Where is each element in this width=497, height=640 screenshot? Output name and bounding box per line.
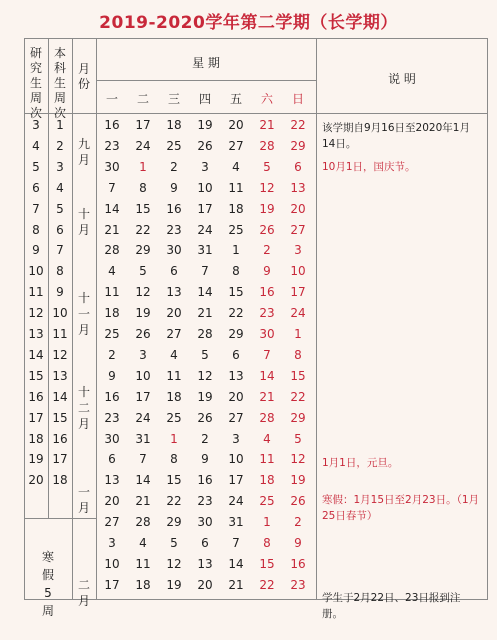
day-cell: 29 (166, 515, 182, 530)
day-cell: 23 (104, 138, 120, 153)
day-cell: 27 (290, 222, 306, 237)
day-cell: 1 (294, 327, 302, 341)
day-cell: 18 (104, 306, 120, 321)
day-cell: 7 (232, 536, 240, 550)
day-cell: 21 (228, 577, 244, 592)
day-cell: 2 (170, 159, 178, 174)
day-cell: 27 (228, 138, 244, 153)
day-cell: 17 (228, 473, 244, 488)
day-cell: 12 (197, 368, 213, 383)
grad-week-num: 17 (28, 410, 44, 425)
day-cell: 4 (263, 431, 271, 446)
note-registration: 学生于2月22日、23日报到注册。 (322, 592, 461, 620)
day-cell: 27 (166, 327, 182, 341)
day-cell: 13 (104, 473, 120, 488)
day-cell: 28 (104, 243, 120, 258)
day-cell: 15 (259, 556, 275, 571)
day-cell: 9 (201, 452, 209, 467)
day-cell: 11 (228, 180, 244, 195)
day-cell: 12 (290, 452, 306, 467)
grad-week-num: 10 (28, 264, 44, 279)
day-cell: 14 (259, 368, 275, 383)
day-cell: 13 (166, 285, 182, 300)
day-cell: 27 (104, 515, 120, 530)
day-cell: 22 (135, 222, 151, 237)
day-cell: 22 (290, 118, 306, 132)
day-cell: 7 (108, 180, 116, 195)
day-cell: 26 (197, 138, 213, 153)
day-cell: 28 (135, 515, 151, 530)
day-cell: 19 (259, 201, 275, 216)
day-cell: 29 (135, 243, 151, 258)
day-cell: 22 (259, 577, 275, 592)
day-cell: 23 (290, 577, 306, 592)
day-cell: 13 (197, 556, 213, 571)
day-cell: 6 (232, 347, 240, 362)
day-cell: 18 (166, 118, 182, 132)
day-cell: 14 (135, 473, 151, 488)
day-cell: 10 (135, 368, 151, 383)
undergrad-week-num: 11 (52, 327, 68, 341)
grad-week-num: 15 (28, 368, 44, 383)
day-cell: 18 (135, 577, 151, 592)
grad-week-num: 11 (28, 285, 44, 300)
day-cell: 14 (197, 285, 213, 300)
day-cell: 24 (197, 222, 213, 237)
day-cell: 2 (201, 431, 209, 446)
day-cell: 31 (197, 243, 213, 258)
day-cell: 16 (197, 473, 213, 488)
grad-week-num: 6 (32, 180, 40, 195)
day-cell: 6 (170, 264, 178, 279)
undergrad-week-num: 7 (56, 243, 64, 258)
grad-week-num: 19 (28, 452, 44, 467)
vacation-label: 寒 假 5 周 (41, 550, 54, 618)
day-cell: 22 (166, 494, 182, 509)
day-cell: 31 (135, 431, 151, 446)
day-cell: 13 (290, 180, 306, 195)
day-cell: 9 (170, 180, 178, 195)
day-cell: 1 (170, 431, 178, 446)
day-cell: 4 (108, 264, 116, 279)
day-cell: 16 (290, 556, 306, 571)
day-cell: 30 (166, 243, 182, 258)
grad-week-num: 7 (32, 201, 40, 216)
day-cell: 19 (197, 118, 213, 132)
undergrad-week-num: 14 (52, 389, 68, 404)
day-cell: 12 (166, 556, 182, 571)
day-cell: 9 (294, 536, 302, 550)
day-cell: 10 (228, 452, 244, 467)
day-cell: 24 (135, 138, 151, 153)
day-cell: 1 (263, 515, 271, 530)
undergrad-week-header: 本 科 生 周 次 (53, 46, 66, 120)
day-cell: 16 (259, 285, 275, 300)
undergrad-week-num: 12 (52, 347, 68, 362)
grad-week-num: 16 (28, 389, 44, 404)
day-cell: 9 (108, 368, 116, 383)
day-cell: 17 (197, 201, 213, 216)
day-cell: 14 (228, 556, 244, 571)
grad-week-num: 12 (28, 306, 44, 321)
day-cell: 17 (104, 577, 120, 592)
day-cell: 2 (108, 347, 116, 362)
grad-week-num: 13 (28, 327, 44, 341)
undergrad-week-num: 3 (56, 159, 64, 174)
weekday-2: 二 (136, 92, 149, 106)
day-cell: 3 (108, 536, 116, 550)
weekday-5: 五 (229, 92, 242, 106)
day-cell: 15 (290, 368, 306, 383)
day-cell: 7 (139, 452, 147, 467)
month-header: 月 份 (77, 62, 90, 91)
day-cell: 12 (259, 180, 275, 195)
day-cell: 21 (259, 389, 275, 404)
day-cell: 25 (166, 138, 182, 153)
day-cell: 29 (290, 410, 306, 425)
note-winter-break: 寒假：1月15日至2月23日。（1月25日春节） (322, 494, 480, 522)
notes-header: 说 明 (388, 72, 416, 86)
day-cell: 15 (228, 285, 244, 300)
day-cell: 18 (166, 389, 182, 404)
day-cell: 16 (166, 201, 182, 216)
day-cell: 12 (135, 285, 151, 300)
grad-week-num: 18 (28, 431, 44, 446)
day-cell: 11 (166, 368, 182, 383)
day-cell: 5 (170, 536, 178, 550)
day-cell: 20 (104, 494, 120, 509)
day-cell: 9 (263, 264, 271, 279)
day-cell: 16 (104, 118, 120, 132)
month-february: 二 月 (77, 578, 90, 608)
day-cell: 17 (290, 285, 306, 300)
day-cell: 23 (104, 410, 120, 425)
day-cell: 18 (228, 201, 244, 216)
day-cell: 5 (139, 264, 147, 279)
month-october: 十 月 (77, 207, 90, 237)
note-semester-span: 该学期自9月16日至2020年1月14日。 (322, 122, 470, 150)
day-cell: 5 (263, 159, 271, 174)
day-cell: 2 (263, 243, 271, 258)
day-cell: 28 (197, 327, 213, 341)
day-cell: 19 (135, 306, 151, 321)
undergrad-week-num: 18 (52, 473, 68, 488)
day-cell: 5 (201, 347, 209, 362)
day-cell: 6 (201, 536, 209, 550)
day-cell: 10 (197, 180, 213, 195)
day-cell: 4 (139, 536, 147, 550)
day-cell: 8 (170, 452, 178, 467)
month-september: 九 月 (77, 137, 90, 167)
day-cell: 28 (259, 410, 275, 425)
day-cell: 20 (290, 201, 306, 216)
weekdays-header: 星 期 (192, 56, 220, 70)
undergrad-week-num: 9 (56, 285, 64, 300)
day-cell: 11 (259, 452, 275, 467)
day-cell: 30 (104, 159, 120, 174)
weekday-6: 六 (260, 92, 273, 106)
day-cell: 25 (166, 410, 182, 425)
weekday-7: 日 (291, 92, 304, 106)
day-cell: 6 (294, 159, 302, 174)
day-cell: 26 (135, 327, 151, 341)
day-cell: 19 (166, 577, 182, 592)
day-cell: 23 (166, 222, 182, 237)
undergrad-week-num: 17 (52, 452, 68, 467)
undergrad-week-num: 2 (56, 138, 64, 153)
undergrad-week-num: 16 (52, 431, 68, 446)
day-cell: 30 (104, 431, 120, 446)
day-cell: 7 (201, 264, 209, 279)
day-cell: 19 (290, 473, 306, 488)
day-cell: 8 (139, 180, 147, 195)
undergrad-week-num: 13 (52, 368, 68, 383)
day-cell: 25 (228, 222, 244, 237)
day-cell: 16 (104, 389, 120, 404)
undergrad-week-num: 10 (52, 306, 68, 321)
day-cell: 25 (104, 327, 120, 341)
day-cell: 10 (104, 556, 120, 571)
day-cell: 22 (228, 306, 244, 321)
day-cell: 20 (166, 306, 182, 321)
day-cell: 18 (259, 473, 275, 488)
day-cell: 28 (259, 138, 275, 153)
undergrad-week-num: 15 (52, 410, 68, 425)
grad-week-num: 14 (28, 347, 44, 362)
weekday-4: 四 (198, 92, 211, 106)
day-cell: 20 (197, 577, 213, 592)
day-cell: 6 (108, 452, 116, 467)
day-cell: 29 (290, 138, 306, 153)
day-cell: 8 (263, 536, 271, 550)
day-cell: 7 (263, 347, 271, 362)
day-cell: 23 (259, 306, 275, 321)
grad-week-num: 5 (32, 159, 40, 174)
grad-week-num: 3 (32, 118, 40, 132)
grad-week-num: 4 (32, 138, 40, 153)
day-cell: 13 (228, 368, 244, 383)
day-cell: 24 (228, 494, 244, 509)
day-cell: 26 (197, 410, 213, 425)
day-cell: 11 (135, 556, 151, 571)
day-cell: 19 (197, 389, 213, 404)
day-cell: 22 (290, 389, 306, 404)
day-cell: 20 (228, 118, 244, 132)
day-cell: 10 (290, 264, 306, 279)
month-december: 十 二 月 (77, 385, 90, 431)
day-cell: 21 (104, 222, 120, 237)
day-cell: 29 (228, 327, 244, 341)
day-cell: 21 (135, 494, 151, 509)
day-cell: 15 (135, 201, 151, 216)
day-cell: 1 (139, 159, 147, 174)
grad-week-num: 8 (32, 222, 40, 237)
day-cell: 23 (197, 494, 213, 509)
day-cell: 3 (201, 159, 209, 174)
day-cell: 3 (232, 431, 240, 446)
undergrad-week-num: 5 (56, 201, 64, 216)
day-cell: 4 (232, 159, 240, 174)
day-cell: 21 (197, 306, 213, 321)
day-cell: 31 (228, 515, 244, 530)
day-cell: 24 (135, 410, 151, 425)
month-november: 十 一 月 (77, 291, 90, 337)
day-cell: 25 (259, 494, 275, 509)
day-cell: 11 (104, 285, 120, 300)
day-cell: 1 (232, 243, 240, 258)
day-cell: 14 (104, 201, 120, 216)
month-january: 一 月 (77, 485, 90, 515)
day-cell: 30 (197, 515, 213, 530)
day-cell: 26 (259, 222, 275, 237)
undergrad-week-num: 4 (56, 180, 64, 195)
day-cell: 8 (232, 264, 240, 279)
day-cell: 3 (294, 243, 302, 258)
grad-week-num: 20 (28, 473, 44, 488)
day-cell: 17 (135, 389, 151, 404)
weekday-1: 一 (105, 92, 118, 106)
note-new-year: 1月1日，元旦。 (322, 457, 399, 469)
day-cell: 2 (294, 515, 302, 530)
day-cell: 4 (170, 347, 178, 362)
undergrad-week-num: 1 (56, 118, 64, 132)
day-cell: 27 (228, 410, 244, 425)
day-cell: 3 (139, 347, 147, 362)
day-cell: 20 (228, 389, 244, 404)
undergrad-week-num: 6 (56, 222, 64, 237)
undergrad-week-num: 8 (56, 264, 64, 279)
note-national-day: 10月1日，国庆节。 (322, 161, 416, 173)
day-cell: 24 (290, 306, 306, 321)
day-cell: 5 (294, 431, 302, 446)
page-title: 2019-2020学年第二学期（长学期） (99, 13, 398, 33)
day-cell: 17 (135, 118, 151, 132)
day-cell: 21 (259, 118, 275, 132)
day-cell: 8 (294, 347, 302, 362)
day-cell: 30 (259, 327, 275, 341)
day-cell: 26 (290, 494, 306, 509)
day-cell: 15 (166, 473, 182, 488)
grad-week-header: 研 究 生 周 次 (29, 46, 42, 120)
weekday-3: 三 (167, 92, 180, 106)
grad-week-num: 9 (32, 243, 40, 258)
